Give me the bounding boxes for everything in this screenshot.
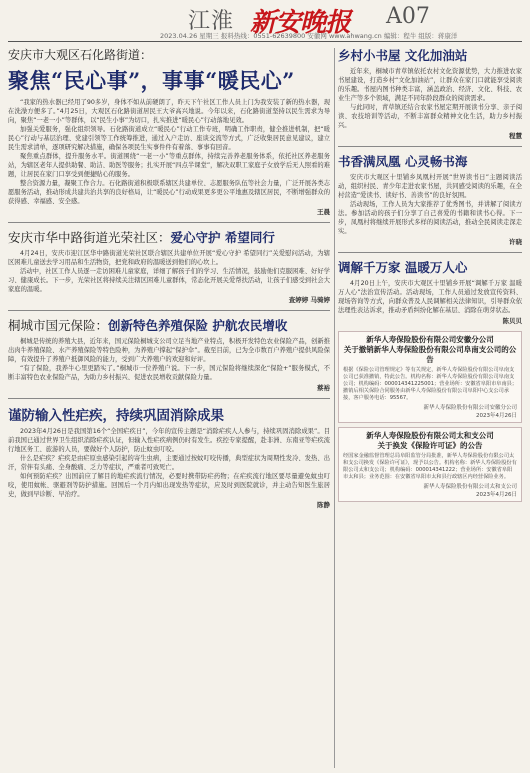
- masthead: [0, 0, 530, 40]
- article-title: 创新特色养殖保险 护航农民增收: [108, 318, 288, 333]
- divider: [8, 310, 330, 311]
- article-body: [338, 67, 522, 130]
- paragraph: 活动现场，工作人员为大家推荐了优秀图书，并讲解了阅读方法。参加活动的孩子们分享了自己喜爱的书籍和读书心得。下一步，凤凰村将继续开展形式多样的阅读活动，推动全民阅读走深走实。: [338, 201, 522, 235]
- right-column: [338, 46, 522, 773]
- newspaper-logo: 新安晚报: [250, 8, 351, 38]
- masthead-rule: [8, 41, 522, 42]
- byline: 陈静: [317, 501, 330, 509]
- article-shihua-road: [8, 46, 330, 216]
- paragraph: 整合资源力量，凝聚工作合力。石化路街道积极联系辖区共建单位、志愿服务队伍等社会力量，广泛开展各类志愿服务活动，推动形成共建共治共享的良好格局，让“暖民心”行动成果更多更公平地惠及辖区居民，不断增强群众的获得感、幸福感、安全感。: [8, 180, 330, 205]
- article-body: [8, 98, 330, 206]
- article-headline: 调解千万家 温暖万人心: [338, 260, 468, 275]
- notice-taihe-branch: [338, 427, 522, 502]
- byline: 程慧: [509, 132, 522, 140]
- notice-signature: 新华人寿保险股份有限公司安徽分公司 2023年4月26日: [423, 405, 517, 419]
- byline: 王晨: [317, 208, 330, 216]
- article-mediation: [338, 258, 522, 325]
- byline: 陈贝贝: [502, 317, 522, 325]
- paragraph: 2023年4月26日是我国第16个“全国疟疾日”，今年的宣传主题是“消除疟疾人人参与，持续巩固消除成果”。目前我国已通过世界卫生组织消除疟疾认证，但输入性疟疾病例仍时有发生。疾控专家提醒，赴非洲、东南亚等疟疾流行地区务工、旅游的人员，要做好个人防护，防止蚊虫叮咬。: [8, 428, 330, 453]
- notice-title: 新华人寿保险股份有限公司太和支公司 关于换发《保险许可证》的公告: [366, 431, 494, 450]
- article-guangrong-community: [8, 228, 330, 304]
- notice-funan-branch: [338, 331, 522, 423]
- paragraph: 经国家金融监督管理总局阜阳监管分局批准，新华人寿保险股份有限公司太和支公司换发《保险许可证》，现予以公告。机构名称：新华人寿保险股份有限公司太和支公司；机构编码：000014341222；营业场所：安徽省阜阳市太和县；业务范围：在安徽省阜阳市太和县行政辖区内经营保险业务。: [343, 453, 517, 480]
- notice-title: 新华人寿保险股份有限公司安徽分公司 关于撤销新华人寿保险股份有限公司阜南支公司的公告: [343, 335, 517, 364]
- article-kicker: 安庆市大观区石化路街道：: [8, 48, 153, 62]
- article-body: [8, 337, 330, 382]
- divider: [8, 222, 330, 223]
- column-divider: [334, 48, 335, 768]
- paragraph: 与此同时，青草镇还结合农家书屋定期开展读书分享、亲子阅读、农技培训等活动，不断丰富群众精神文化生活，助力乡村振兴。: [338, 104, 522, 129]
- byline: 蔡裕: [317, 384, 330, 392]
- article-body: [8, 427, 330, 499]
- paragraph: 加强关爱服务，强化组织领导。石化路街道成立“暖民心”行动工作专班，明确工作职责，健全推进机制，把“暖民心”行动与基层治理、党建引领等工作统筹推进，通过入户走访、座谈交流等方式，广泛收集居民意见建议，建立民生需求清单，逐项研究解决措施，确保各项民生实事件件有着落、事事有回音。: [8, 126, 330, 151]
- section-name: 江淮: [188, 9, 235, 34]
- article-kicker: 安庆市华中路街道光荣社区：: [8, 230, 171, 245]
- paragraph: 近年来，桐城市青草镇依托农村文化资源优势，大力推进农家书屋建设，打造乡村“文化加油站”，让群众在家门口就能享受阅读的乐趣。书屋内图书种类丰富，涵盖政治、经济、文化、科技、农业生产等多个领域，满足不同年龄段群众的阅读需求。: [338, 68, 522, 102]
- paragraph: 4月24日，安庆市迎江区华中路街道光荣社区联合辖区共建单位开展“爱心守护 希望同行”关爱慰问活动，为辖区困难儿童送去学习用品和生活物资，把党和政府的温暖送到他们的心坎上。: [8, 250, 330, 266]
- notice-body: [343, 453, 517, 481]
- paragraph: “我家的热水器已经用了90多岁，身体不如从前硬朗了，昨天下午社区工作人员上门为我安装了新的热水器，现在洗澡方便多了。”4月25日，大观区石化路街道居民王大爷高兴地说。今年以来，石化路街道坚持以民生需求为导向，聚焦“一老一小”等群体，以“民生小事”为切口，扎实推进“暖民心”行动落地见效。: [8, 99, 330, 124]
- article-headline: [8, 316, 330, 334]
- article-body: [338, 279, 522, 315]
- paragraph: 什么是疟疾？疟疾是由疟原虫感染引起的寄生虫病，主要通过按蚊叮咬传播，典型症状为周期性发冷、发热、出汗，常伴有头痛、全身酸痛、乏力等症状，严重者可致死亡。: [8, 455, 330, 471]
- article-headline: 聚焦“民心事”，事事“暖民心”: [8, 68, 295, 93]
- article-title: 爱心守护 希望同行: [170, 230, 275, 245]
- article-headline: 书香满凤凰 心灵畅书海: [338, 154, 468, 169]
- paragraph: 活动中，社区工作人员逐一走访困难儿童家庭，详细了解孩子们的学习、生活情况，鼓励他们克服困难、好好学习、健康成长。下一步，光荣社区将持续关注辖区困难儿童群体，常态化开展关爱帮扶活动，让孩子们感受到社会大家庭的温暖。: [8, 268, 330, 293]
- paragraph: 根据《保险公司管理规定》等有关规定，新华人寿保险股份有限公司阜南支公司已获准撤销，特此公告。机构名称：新华人寿保险股份有限公司阜南支公司；机构编码：000014341225001；营业场所：安徽省阜阳市阜南县；撤销后相关保险合同服务由新华人寿保险股份有限公司阜阳中心支公司承接，客户服务电话：95567。: [343, 367, 518, 401]
- notice-signature: 新华人寿保险股份有限公司太和支公司 2023年4月26日: [423, 484, 517, 498]
- article-body: [8, 249, 330, 294]
- article-village-bookhouse: [338, 46, 522, 140]
- paragraph: 聚焦重点群体，提升服务水平。街道围绕“一老一小”等重点群体，持续完善养老服务体系，依托社区养老服务站，为辖区老年人提供助餐、助洁、助医等服务；扎实开展“四点半课堂”，解决双职工家庭子女放学后无人照看的难题，让居民在家门口享受到便捷贴心的服务。: [8, 153, 330, 178]
- article-body: [338, 173, 522, 236]
- article-malaria: [8, 404, 330, 509]
- paragraph: 安庆市大观区十里铺乡凤凰村开展“世界读书日”主题阅读活动，组织村民、青少年走进农家书屋，共同感受阅读的乐趣，在全村营造“爱读书、读好书、善读书”的良好氛围。: [338, 174, 522, 199]
- article-kicker: 桐城市国元保险：: [8, 318, 109, 333]
- paragraph: 4月20日上午，安庆市大观区十里铺乡开展“调解千万家 温暖万人心”法治宣传活动。活动现场，工作人员通过发放宣传资料、现场咨询等方式，向群众普及人民调解相关法律知识，引导群众依法理性表达诉求，推动矛盾纠纷化解在基层、消除在萌芽状态。: [338, 280, 522, 314]
- article-headline: [8, 228, 330, 246]
- article-fenghuang-reading: [338, 152, 522, 246]
- article-headline: 谨防输入性疟疾，持续巩固消除成果: [8, 408, 224, 424]
- divider: [8, 398, 330, 399]
- paragraph: “有了保险，我养牛心里更踏实了。”桐城市一位养殖户说。下一步，国元保险将继续深化“保险+”服务模式，不断丰富特色农业保险产品，为助力乡村振兴、促进农民增收贡献保险力量。: [8, 365, 330, 381]
- divider: [338, 146, 522, 147]
- page-number: A07: [386, 4, 430, 29]
- byline: 许晓: [509, 238, 522, 246]
- article-guoyuan-insurance: [8, 316, 330, 392]
- masthead-info: 2023.04.26 星期三 报料热线：0551-62639800 安徽网 www.ahwang.cn 编辑：程牛 组版：蒋康洋: [160, 32, 458, 40]
- paragraph: 如何预防疟疾？出国前应了解目的地疟疾流行情况，必要时携带防疟药物；在疟疾流行地区要尽量避免蚊虫叮咬，使用蚊帐、驱避剂等防护措施。回国后一个月内如出现发热等症状，应及时到医院就诊，并主动告知医生旅居史，做到早诊断、早治疗。: [8, 473, 330, 498]
- left-column: [8, 46, 330, 773]
- divider: [338, 252, 522, 253]
- article-headline: 乡村小书屋 文化加油站: [338, 48, 468, 63]
- paragraph: 桐城是传统的养殖大县，近年来，国元保险桐城支公司立足当地产业特点，积极开发特色农业保险产品，创新推出肉牛养殖保险、水产养殖保险等特色险种，为养殖户撑起“保护伞”。截至目前，已为全市数百户养殖户提供风险保障，有效提升了养殖户抵御风险的能力，受到广大养殖户的欢迎和好评。: [8, 338, 330, 363]
- byline: 查婷婷 马骑婷: [288, 296, 330, 304]
- notice-body: [343, 367, 517, 402]
